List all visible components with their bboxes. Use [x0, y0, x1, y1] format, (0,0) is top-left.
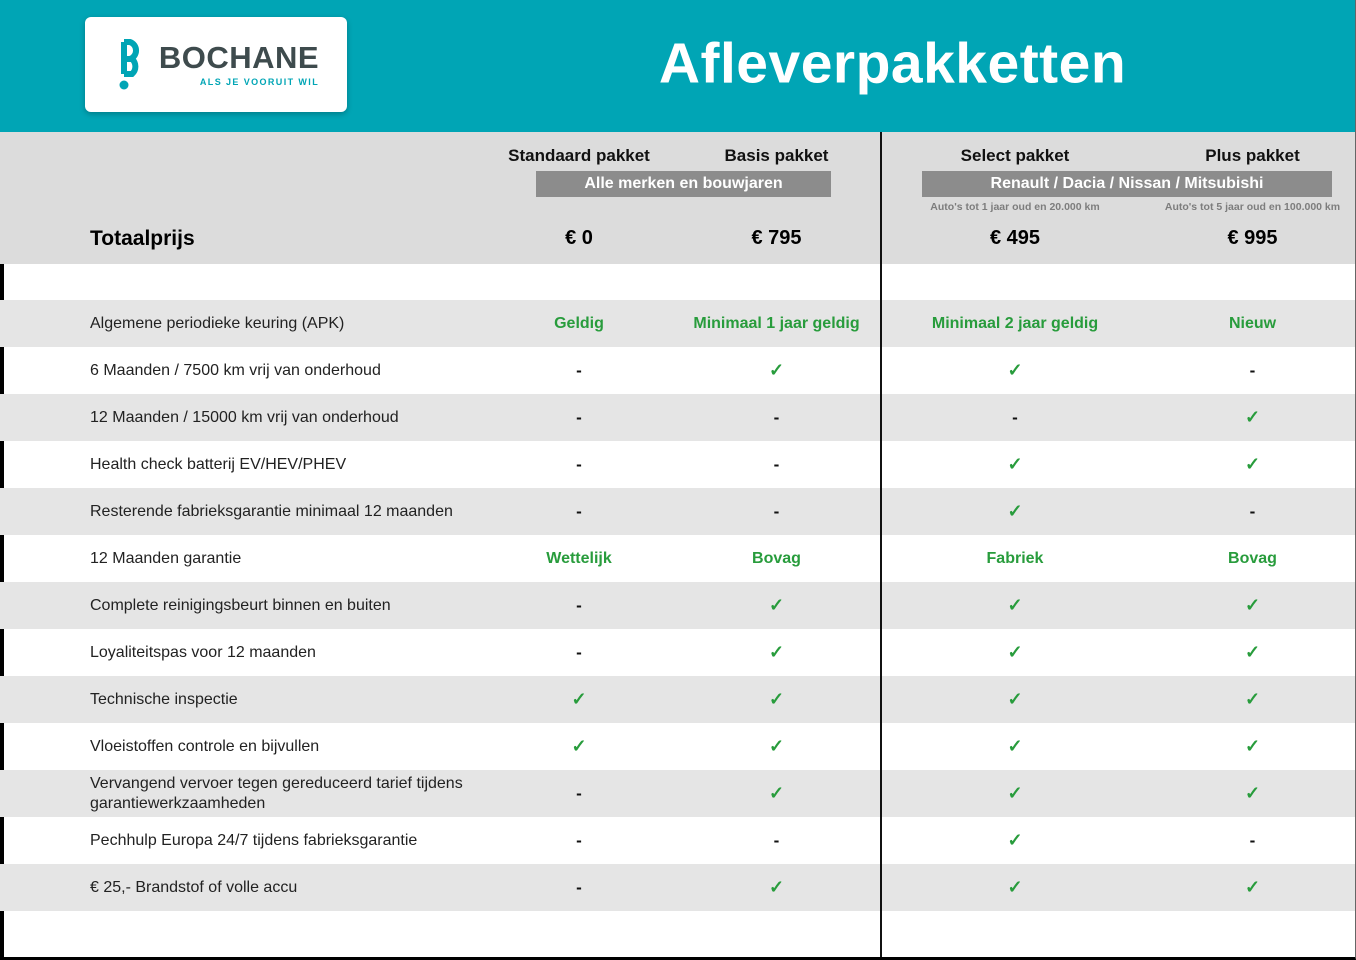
feature-label: Technische inspectie — [90, 690, 238, 708]
total-price-row — [0, 218, 1355, 260]
feature-text-value: Bovag — [752, 549, 801, 567]
check-icon: ✓ — [1007, 736, 1023, 756]
dash-value: - — [576, 877, 582, 897]
dash-value: - — [1249, 360, 1256, 380]
check-icon: ✓ — [1007, 454, 1023, 474]
feature-row — [0, 723, 1355, 770]
feature-label: Complete reinigingsbeurt binnen en buiten — [90, 596, 391, 614]
feature-row — [0, 864, 1355, 911]
check-icon: ✓ — [1244, 877, 1261, 897]
bottom-filler — [0, 911, 1355, 960]
page-banner — [0, 0, 1355, 132]
check-icon: ✓ — [1007, 877, 1023, 897]
brand-badge-right: Renault / Dacia / Nissan / Mitsubishi — [922, 171, 1332, 197]
brand-badge-left: Alle merken en bouwjaren — [536, 171, 831, 197]
price-standaard: € 0 — [565, 227, 593, 250]
check-icon: ✓ — [1244, 595, 1261, 615]
price-select: € 495 — [989, 227, 1041, 250]
feature-row — [0, 441, 1355, 488]
feature-row — [0, 629, 1355, 676]
dash-value: - — [773, 501, 780, 521]
price-plus: € 995 — [1227, 227, 1278, 250]
column-header-plus: Plus pakket — [1205, 146, 1300, 165]
dash-value: - — [1012, 407, 1018, 427]
dash-value: - — [1249, 501, 1256, 521]
feature-text-value: Minimaal 2 jaar geldig — [931, 314, 1099, 332]
feature-text-value: Wettelijk — [546, 549, 612, 567]
feature-text-value: Bovag — [1228, 549, 1277, 567]
dash-value: - — [576, 501, 582, 521]
check-icon: ✓ — [1007, 689, 1023, 709]
check-icon: ✓ — [1244, 454, 1261, 474]
dash-value: - — [576, 642, 582, 662]
check-icon: ✓ — [768, 642, 785, 662]
dash-value: - — [576, 783, 582, 803]
dash-value: - — [576, 407, 582, 427]
check-icon: ✓ — [1007, 360, 1023, 380]
check-icon: ✓ — [1007, 783, 1023, 803]
price-basis: € 795 — [751, 227, 802, 250]
check-icon: ✓ — [768, 689, 785, 709]
column-divider — [880, 132, 882, 957]
feature-label: Health check batterij EV/HEV/PHEV — [90, 455, 347, 473]
column-sublabel-select: Auto's tot 1 jaar oud en 20.000 km — [930, 201, 1100, 214]
check-icon: ✓ — [1007, 830, 1023, 850]
dash-value: - — [576, 454, 582, 474]
feature-text-value: Nieuw — [1228, 314, 1277, 332]
check-icon: ✓ — [1007, 501, 1023, 521]
check-icon: ✓ — [1244, 736, 1261, 756]
logo-name: BOCHANE — [158, 40, 320, 75]
page-title: Afleverpakketten — [658, 31, 1127, 96]
dash-value: - — [773, 830, 780, 850]
check-icon: ✓ — [1244, 642, 1261, 662]
column-header-select: Select pakket — [960, 146, 1070, 165]
check-icon: ✓ — [1244, 783, 1261, 803]
check-icon: ✓ — [571, 736, 587, 756]
dash-value: - — [773, 407, 780, 427]
dash-value: - — [1249, 830, 1256, 850]
feature-text-value: Fabriek — [986, 549, 1044, 567]
feature-row — [0, 394, 1355, 441]
check-icon: ✓ — [1007, 642, 1023, 662]
brand-badge-row — [0, 171, 1355, 197]
column-sublabel-plus: Auto's tot 5 jaar oud en 100.000 km — [1164, 201, 1341, 214]
column-header-row — [0, 146, 1355, 166]
check-icon: ✓ — [768, 736, 785, 756]
feature-label: 12 Maanden / 15000 km vrij van onderhoud — [90, 408, 399, 426]
feature-label: Vloeistoffen controle en bijvullen — [90, 737, 320, 755]
check-icon: ✓ — [1244, 689, 1261, 709]
dash-value: - — [576, 360, 582, 380]
feature-row — [0, 347, 1355, 394]
dash-value: - — [576, 830, 582, 850]
feature-label: 12 Maanden garantie — [90, 549, 242, 567]
check-icon: ✓ — [768, 360, 785, 380]
pricing-table-header — [0, 132, 1355, 264]
check-icon: ✓ — [1244, 407, 1261, 427]
feature-rows — [0, 300, 1355, 911]
feature-label: Loyaliteitspas voor 12 maanden — [90, 643, 316, 661]
bochane-logo-icon — [113, 37, 149, 93]
feature-row — [0, 488, 1355, 535]
feature-row — [0, 582, 1355, 629]
check-icon: ✓ — [571, 689, 587, 709]
check-icon: ✓ — [768, 877, 785, 897]
feature-row — [0, 535, 1355, 582]
feature-row — [0, 817, 1355, 864]
check-icon: ✓ — [768, 595, 785, 615]
spacer-row — [0, 264, 1355, 300]
feature-row — [0, 770, 1355, 817]
logo-text — [159, 42, 319, 87]
feature-label: 6 Maanden / 7500 km vrij van onderhoud — [90, 361, 381, 379]
bochane-logo — [85, 17, 347, 112]
check-icon: ✓ — [1007, 595, 1023, 615]
column-header-standaard: Standaard pakket — [508, 146, 650, 165]
feature-label: Algemene periodieke keuring (APK) — [90, 314, 345, 332]
feature-label: Pechhulp Europa 24/7 tijdens fabrieksgarantie — [90, 831, 418, 849]
column-header-basis: Basis pakket — [724, 146, 829, 165]
feature-row — [0, 676, 1355, 723]
column-sublabel-row — [0, 201, 1355, 213]
feature-label: Resterende fabrieksgarantie minimaal 12 maanden — [90, 502, 453, 520]
totaalprijs-label: Totaalprijs — [90, 226, 195, 250]
feature-label: Vervangend vervoer tegen gereduceerd tarief tijdens garantiewerkzaamheden — [90, 774, 463, 812]
feature-label: € 25,- Brandstof of volle accu — [90, 878, 298, 896]
feature-text-value: Geldig — [554, 314, 604, 332]
feature-text-value: Minimaal 1 jaar geldig — [693, 314, 860, 332]
logo-tagline: ALS JE VOORUIT WIL — [199, 77, 320, 87]
check-icon: ✓ — [768, 783, 785, 803]
dash-value: - — [576, 595, 582, 615]
dash-value: - — [773, 454, 780, 474]
feature-row — [0, 300, 1355, 347]
